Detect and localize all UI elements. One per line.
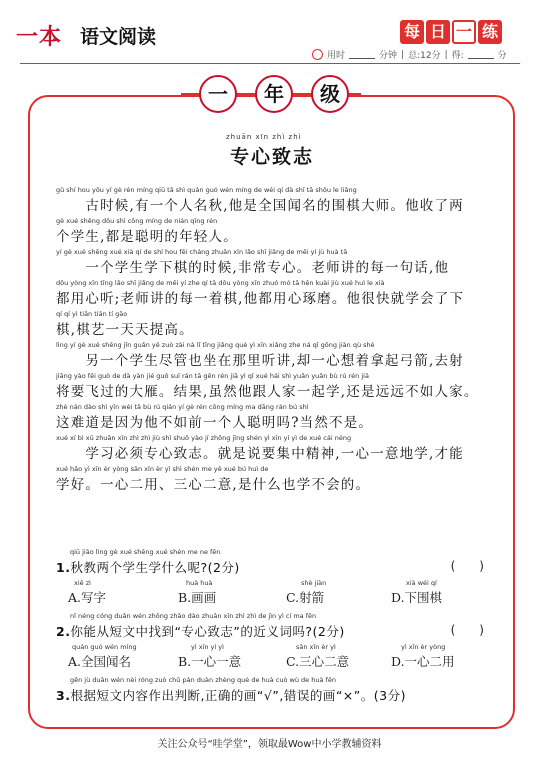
option-a[interactable]: A.写字 [68, 590, 107, 605]
text-line [56, 248, 496, 279]
hanzi-line: 个学生,都是聪明的年轻人。 [56, 229, 238, 245]
article-body [56, 186, 496, 496]
question-text: 根据短文内容作出判断,正确的画“√”,错误的画“×”。(3分) [70, 688, 406, 703]
option-pinyin: yì xīn èr yòng [401, 643, 446, 651]
grade-badge [199, 75, 349, 113]
option-pinyin: huà huà [186, 579, 213, 587]
text-line [56, 186, 496, 217]
question-number: 3. [56, 688, 71, 703]
question-1 [56, 548, 496, 610]
option-pinyin: quán guó wén míng [72, 643, 137, 651]
question-3 [56, 676, 496, 707]
hanzi-line: 学习必须专心致志。就是说要集中精神,一心一意地学,才能 [56, 446, 464, 462]
daily-char: 一 [452, 20, 476, 44]
option-c[interactable]: C.射箭 [286, 590, 325, 605]
title-pinyin: zhuān xīn zhì zhì [226, 133, 302, 141]
hanzi-line: 古时候,有一个人名秋,他是全国闻名的围棋大师。他收了两 [56, 198, 464, 214]
text-line [56, 341, 496, 372]
hanzi-line: 将要飞过的大雁。结果,虽然他跟人家一起学,还是远远不如人家。 [56, 384, 479, 400]
page-header [0, 0, 539, 62]
hanzi-line: 都用心听;老师讲的每一着棋,他都用心琢磨。他很快就学会了下 [56, 291, 465, 307]
option-pinyin: xiě zì [74, 579, 91, 587]
subject-title: 语文阅读 [80, 26, 157, 48]
pinyin-line: dōu yòng xīn tīng lǎo shī jiǎng de měi yí zhe qí tā dōu yòng xīn zhuó mó tā hěn kuài jiù xué huì le xià [56, 279, 385, 287]
answer-blank[interactable]: ( ) [450, 559, 484, 573]
hanzi-line: 一个学生学下棋的时候,非常专心。老师讲的每一句话,他 [56, 260, 450, 276]
text-line [56, 434, 496, 465]
option-pinyin: yì xīn yí yì [191, 643, 224, 651]
text-line [56, 217, 496, 248]
pinyin-line: yí gè xué shēng xué xià qí de shí hou fēi cháng zhuān xīn lǎo shī jiǎng de měi yí jù huà tā [56, 248, 348, 256]
pinyin-line: xué xí bì xū zhuān xīn zhì zhì jiù shì shuō yào jí zhōng jīng shén yì xīn yí yì de xué cái néng [56, 434, 352, 442]
time-unit: 分钟 [379, 51, 398, 61]
pinyin-line: jiāng yào fēi guò de dà yàn jié guǒ suī rán tā gēn rén jiā yì qǐ xué hái shì yuǎn yuǎn bù rú rén jiā [56, 372, 369, 380]
daily-char: 每 [400, 20, 424, 44]
option-pinyin: sān xīn èr yì [296, 643, 336, 651]
daily-char: 日 [426, 20, 450, 44]
brand-logo: 一本 [16, 24, 63, 50]
pinyin-line: qí qí yì tiān tiān tí gāo [56, 310, 128, 318]
text-line [56, 465, 496, 496]
score-label: 得: [451, 51, 464, 61]
score-unit: 分 [497, 51, 507, 61]
option-b[interactable]: B.画画 [178, 590, 217, 605]
grade-char: 一 [199, 75, 237, 113]
footer-promo: 关注公众号“哇学堂”，领取最Wow中小学教辅资料 [157, 739, 382, 750]
time-blank[interactable] [349, 50, 375, 59]
total-label: 总:12分 [408, 51, 441, 61]
option-c[interactable]: C.三心二意 [286, 654, 350, 669]
hanzi-line: 棋,棋艺一天天提高。 [56, 322, 194, 338]
text-line [56, 279, 496, 310]
hanzi-line: 另一个学生尽管也坐在那里听讲,却一心想着拿起弓箭,去射 [56, 353, 464, 369]
question-pinyin: nǐ néng cóng duǎn wén zhōng zhǎo dào zhuān xīn zhì zhì de jìn yì cí ma fēn [70, 612, 317, 620]
question-pinyin: gēn jù duǎn wén nèi róng zuò chū pàn duàn zhèng què de huà cuò wù de huà fēn [70, 676, 336, 684]
grade-char: 年 [255, 75, 293, 113]
time-label: 用时 [327, 51, 346, 61]
question-text: 秋教两个学生学什么呢?(2分) [70, 560, 240, 575]
hanzi-line: 学好。一心二用、三心二意,是什么也学不会的。 [56, 477, 371, 493]
pinyin-line: zhè nán dào shì yīn wèi tā bù rú qián yí gè rén cōng míng ma dāng rán bú shì [56, 403, 309, 411]
clock-icon [312, 49, 323, 60]
option-pinyin: shè jiàn [301, 579, 327, 587]
text-line [56, 372, 496, 403]
score-blank[interactable] [468, 50, 494, 59]
pinyin-line: gè xué shēng dōu shì cōng míng de nián qīng rén [56, 217, 218, 225]
option-d[interactable]: D.一心二用 [391, 654, 455, 669]
article-title: 专心致志 [230, 146, 315, 168]
time-score-bar: 用时 分钟 | 总:12分 | 得: 分 [312, 48, 507, 61]
option-a[interactable]: A.全国闻名 [68, 654, 132, 669]
pinyin-line: lìng yí gè xué shēng jǐn guǎn yě zuò zài nà lǐ tīng jiǎng què yì xīn xiǎng zhe ná qǐ gōng jiàn qù shè [56, 341, 375, 349]
question-number: 1. [56, 560, 71, 575]
question-text: 你能从短文中找到“专心致志”的近义词吗?(2分) [70, 624, 345, 639]
daily-practice-badge [400, 20, 502, 44]
option-b[interactable]: B.一心一意 [178, 654, 242, 669]
daily-char: 练 [478, 20, 502, 44]
option-pinyin: xià wéi qí [406, 579, 437, 587]
answer-blank[interactable]: ( ) [450, 623, 484, 637]
question-number: 2. [56, 624, 71, 639]
question-2 [56, 612, 496, 674]
header-divider [20, 63, 520, 64]
text-line [56, 403, 496, 434]
question-pinyin: qiū jiāo lìng gè xué shēng xué shén me ne fēn [70, 548, 221, 556]
text-line [56, 310, 496, 341]
pinyin-line: gǔ shí hou yǒu yí gè rén míng qiū tā shì quán guó wén míng de wéi qí dà shī tā shōu le liǎng [56, 186, 357, 194]
hanzi-line: 这难道是因为他不如前一个人聪明吗?当然不是。 [56, 415, 374, 431]
pinyin-line: xué hǎo yì xīn èr yòng sān xīn èr yì shì shén me yě xué bú huì de [56, 465, 269, 473]
grade-char: 级 [311, 75, 349, 113]
option-d[interactable]: D.下围棋 [391, 590, 443, 605]
